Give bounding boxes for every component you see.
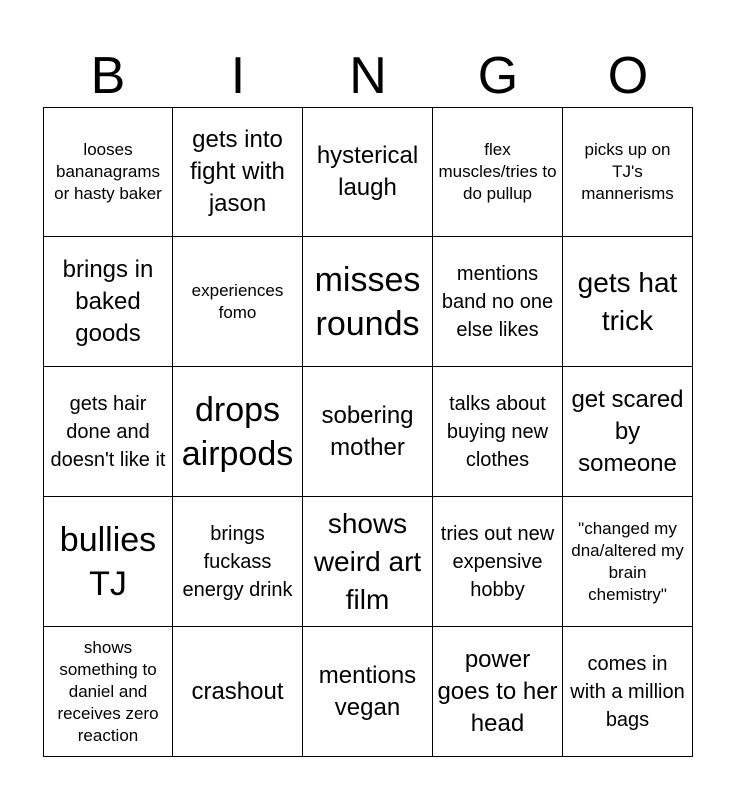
cell-text: bullies TJ xyxy=(59,520,157,603)
bingo-cell[interactable] xyxy=(563,497,693,627)
bingo-cell[interactable] xyxy=(433,497,563,627)
cell-text: "changed my dna/altered my brain chemistry" xyxy=(571,518,684,604)
bingo-cell[interactable] xyxy=(173,367,303,497)
bingo-cell[interactable] xyxy=(433,107,563,237)
bingo-header xyxy=(43,44,693,108)
cell-text: power goes to her head xyxy=(437,645,558,737)
cell-text: flex muscles/tries to do pullup xyxy=(438,140,557,203)
bingo-cell[interactable] xyxy=(563,627,693,757)
bingo-cell[interactable] xyxy=(563,107,693,237)
header-letter-g: G xyxy=(477,47,519,105)
bingo-cell[interactable] xyxy=(43,497,173,627)
bingo-cell[interactable] xyxy=(433,237,563,367)
bingo-cell[interactable] xyxy=(303,237,433,367)
cell-text: comes in with a million bags xyxy=(570,652,685,731)
cell-text: mentions band no one else likes xyxy=(441,262,554,341)
cell-text: picks up on TJ's mannerisms xyxy=(581,140,674,203)
cell-text: hysterical laugh xyxy=(316,142,419,201)
bingo-cell[interactable] xyxy=(303,497,433,627)
cell-text: gets hat trick xyxy=(577,266,678,336)
bingo-cell[interactable] xyxy=(303,627,433,757)
bingo-grid xyxy=(43,107,693,757)
bingo-cell[interactable] xyxy=(173,107,303,237)
cell-text: sobering mother xyxy=(321,401,414,461)
bingo-cell[interactable] xyxy=(173,627,303,757)
bingo-cell[interactable] xyxy=(43,367,173,497)
cell-text: shows weird art film xyxy=(313,507,422,615)
header-letter-o: O xyxy=(607,47,649,105)
cell-text: drops airpods xyxy=(181,390,294,473)
cell-text: brings fuckass energy drink xyxy=(182,522,293,601)
bingo-cell[interactable] xyxy=(563,237,693,367)
header-letter-n: N xyxy=(349,47,387,105)
cell-text: tries out new expensive hobby xyxy=(440,522,555,601)
cell-text: talks about buying new clothes xyxy=(446,392,549,471)
cell-text: looses bananagrams or hasty baker xyxy=(54,140,162,203)
cell-text: gets hair done and doesn't like it xyxy=(50,392,166,471)
bingo-cell[interactable] xyxy=(433,367,563,497)
cell-text: mentions vegan xyxy=(318,661,417,721)
bingo-cell[interactable] xyxy=(303,107,433,237)
bingo-cell[interactable] xyxy=(303,367,433,497)
bingo-cell[interactable] xyxy=(433,627,563,757)
cell-text: brings in baked goods xyxy=(62,255,154,347)
header-letter-i: I xyxy=(230,47,246,105)
cell-text: get scared by someone xyxy=(571,385,684,477)
bingo-cell[interactable] xyxy=(43,237,173,367)
bingo-cell[interactable] xyxy=(563,367,693,497)
cell-text: shows something to daniel and receives zero reaction xyxy=(57,637,159,745)
cell-text: misses rounds xyxy=(314,260,421,343)
header-letter-b: B xyxy=(90,47,126,105)
bingo-cell[interactable] xyxy=(43,627,173,757)
bingo-cell[interactable] xyxy=(173,497,303,627)
bingo-cell[interactable] xyxy=(173,237,303,367)
cell-text: experiences fomo xyxy=(191,280,284,322)
cell-text: gets into fight with jason xyxy=(190,126,285,217)
cell-text: crashout xyxy=(191,677,284,705)
bingo-cell[interactable] xyxy=(43,107,173,237)
